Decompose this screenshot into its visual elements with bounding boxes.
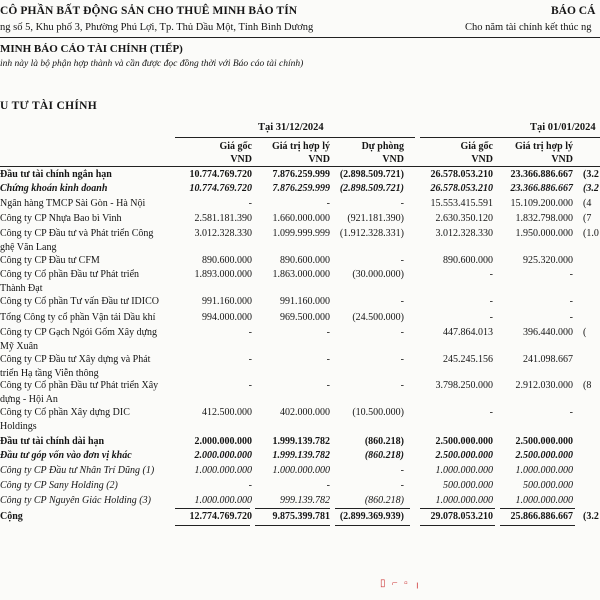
cell-value: (3.2 — [583, 169, 599, 180]
table-header-divider — [0, 166, 600, 167]
cell-value: 2.000.000.000 — [194, 450, 252, 461]
cell-value: (2.898.509.721) — [339, 169, 404, 180]
cell-value: - — [326, 480, 330, 491]
cell-value: (24.500.000) — [352, 312, 404, 323]
cell-value: - — [248, 327, 252, 338]
total-rule — [500, 525, 575, 526]
row-label: Đầu tư tài chính ngắn hạn — [0, 169, 112, 180]
row-label: Công ty Cổ phần Đầu tư Phát triển Thành Đạt — [0, 269, 140, 294]
row-label: Công ty Cổ phần Tư vấn Đầu tư IDICO — [0, 296, 159, 307]
cell-value: 991.160.000 — [280, 296, 330, 307]
cell-value: 999.139.782 — [280, 495, 330, 506]
column-header: Giá trị hợp lý VND — [514, 141, 573, 165]
cell-value: 10.774.769.720 — [189, 183, 252, 194]
notes-title: MINH BÁO CÁO TÀI CHÍNH (TIẾP) — [0, 43, 183, 55]
cell-value: (2.899.369.939) — [339, 511, 404, 522]
cell-value: 2.912.030.000 — [515, 380, 573, 391]
cell-value: (860.218) — [364, 450, 404, 461]
cell-value: - — [569, 312, 573, 323]
cell-value: 412.500.000 — [202, 407, 252, 418]
cell-value: 15.553.415.591 — [430, 198, 493, 209]
group-underline-2024 — [175, 137, 415, 138]
total-rule — [175, 508, 250, 509]
cell-value: 994.000.000 — [202, 312, 252, 323]
cell-value: 969.500.000 — [280, 312, 330, 323]
column-header: Giá gốc VND — [460, 141, 493, 165]
cell-value: (7 — [583, 213, 592, 224]
cell-value: - — [248, 480, 252, 491]
cell-value: 23.366.886.667 — [510, 169, 573, 180]
total-rule — [335, 508, 410, 509]
row-label: Công ty CP Đầu tư Xây dựng và Phát triển Hạ tầng Viễn thông — [0, 354, 151, 379]
cell-value: - — [400, 198, 404, 209]
cell-value: - — [489, 407, 493, 418]
report-period: Cho năm tài chính kết thúc ng — [465, 22, 592, 33]
cell-value: 890.600.000 — [280, 255, 330, 266]
cell-value: 26.578.053.210 — [430, 169, 493, 180]
cell-value: 1.000.000.000 — [194, 495, 252, 506]
cell-value: 15.109.200.000 — [510, 198, 573, 209]
total-rule — [420, 508, 495, 509]
cell-value: 500.000.000 — [443, 480, 493, 491]
cell-value: (10.500.000) — [352, 407, 404, 418]
cell-value: - — [400, 327, 404, 338]
cell-value: 890.600.000 — [202, 255, 252, 266]
cell-value: - — [248, 380, 252, 391]
cell-value: - — [400, 380, 404, 391]
cell-value: 1.893.000.000 — [194, 269, 252, 280]
cell-value: - — [248, 354, 252, 365]
cell-value: - — [489, 312, 493, 323]
group-header-2024: Tại 31/12/2024 — [258, 122, 324, 133]
cell-value: 1.999.139.782 — [272, 450, 330, 461]
cell-value: - — [326, 198, 330, 209]
cell-value: 26.578.053.210 — [430, 183, 493, 194]
cell-value: - — [400, 296, 404, 307]
total-rule — [175, 525, 250, 526]
cell-value: - — [326, 380, 330, 391]
cell-value: 2.581.181.390 — [194, 213, 252, 224]
cell-value: (2.898.509.721) — [339, 183, 404, 194]
column-header: Giá trị hợp lý VND — [271, 141, 330, 165]
row-label: Công ty CP Sany Holding (2) — [0, 480, 118, 491]
cell-value: - — [569, 407, 573, 418]
cell-value: 991.160.000 — [202, 296, 252, 307]
cell-value: 7.876.259.999 — [272, 169, 330, 180]
cell-value: 2.500.000.000 — [515, 450, 573, 461]
total-rule — [255, 525, 330, 526]
cell-value: 2.630.350.120 — [435, 213, 493, 224]
cell-value: 396.440.000 — [523, 327, 573, 338]
cell-value: 1.099.999.999 — [272, 228, 330, 239]
cell-value: - — [248, 198, 252, 209]
cell-value: 29.078.053.210 — [430, 511, 493, 522]
notes-subtitle: inh này là bộ phận hợp thành và cần được đọc đồng thời với Báo cáo tài chính) — [0, 59, 304, 69]
cell-value: 1.660.000.000 — [272, 213, 330, 224]
cell-value: (3.2 — [583, 511, 599, 522]
cell-value: (1.0 — [583, 228, 599, 239]
cell-value: (1.912.328.331) — [339, 228, 404, 239]
cell-value: ( — [583, 327, 587, 338]
cell-value: (921.181.390) — [347, 213, 404, 224]
total-rule — [255, 508, 330, 509]
header-divider — [0, 37, 600, 38]
cell-value: 1.000.000.000 — [435, 495, 493, 506]
cell-value: 12.774.769.720 — [189, 511, 252, 522]
cell-value: - — [400, 465, 404, 476]
cell-value: 1.999.139.782 — [272, 436, 330, 447]
cell-value: 500.000.000 — [523, 480, 573, 491]
cell-value: (8 — [583, 380, 592, 391]
cell-value: 1.863.000.000 — [272, 269, 330, 280]
cell-value: 1.000.000.000 — [435, 465, 493, 476]
cell-value: 9.875.399.781 — [272, 511, 330, 522]
cell-value: 2.500.000.000 — [435, 450, 493, 461]
group-underline-2023 — [420, 137, 600, 138]
total-rule — [335, 525, 410, 526]
cell-value: 1.000.000.000 — [515, 495, 573, 506]
cell-value: 1.000.000.000 — [272, 465, 330, 476]
cell-value: 245.245.156 — [443, 354, 493, 365]
cell-value: 3.798.250.000 — [435, 380, 493, 391]
cell-value: (860.218) — [364, 436, 404, 447]
total-rule — [500, 508, 575, 509]
cell-value: 25.866.886.667 — [510, 511, 573, 522]
cell-value: 1.832.798.000 — [515, 213, 573, 224]
cell-value: 1.000.000.000 — [515, 465, 573, 476]
cell-value: 1.950.000.000 — [515, 228, 573, 239]
cell-value: 3.012.328.330 — [435, 228, 493, 239]
row-label: Đầu tư tài chính dài hạn — [0, 436, 105, 447]
cell-value: 2.500.000.000 — [515, 436, 573, 447]
section-title: U TƯ TÀI CHÍNH — [0, 100, 97, 112]
cell-value: 10.774.769.720 — [189, 169, 252, 180]
row-label: Chứng khoán kinh doanh — [0, 183, 108, 194]
cell-value: 241.098.667 — [523, 354, 573, 365]
column-header: Dự phòng VND — [361, 141, 404, 165]
cell-value: 23.366.886.667 — [510, 183, 573, 194]
cell-value: 447.864.013 — [443, 327, 493, 338]
cell-value: 7.876.259.999 — [272, 183, 330, 194]
scan-artifact: ▯ ⌐ ▫ ╷ — [380, 578, 423, 589]
cell-value: - — [569, 269, 573, 280]
cell-value: 3.012.328.330 — [194, 228, 252, 239]
row-label: Tổng Công ty cổ phần Vận tải Dầu khí — [0, 312, 156, 323]
company-address: ng số 5, Khu phố 3, Phường Phú Lợi, Tp. Thủ Dầu Một, Tỉnh Bình Dương — [0, 22, 314, 33]
cell-value: - — [400, 354, 404, 365]
cell-value: (30.000.000) — [352, 269, 404, 280]
cell-value: - — [489, 269, 493, 280]
cell-value: - — [326, 327, 330, 338]
cell-value: 1.000.000.000 — [194, 465, 252, 476]
row-label: Công ty CP Nguyên Giác Holding (3) — [0, 495, 151, 506]
cell-value: - — [400, 480, 404, 491]
cell-value: - — [489, 296, 493, 307]
cell-value: 890.600.000 — [443, 255, 493, 266]
cell-value: - — [326, 354, 330, 365]
cell-value: (860.218) — [364, 495, 404, 506]
row-label: Công ty CP Gạch Ngói Gốm Xây dựng Mỹ Xuân — [0, 327, 157, 352]
cell-value: 2.500.000.000 — [435, 436, 493, 447]
row-label: Công ty CP Đầu tư và Phát triển Công ghệ Văn Lang — [0, 228, 154, 253]
row-label: Công ty CP Đầu tư Nhân Trí Dũng (1) — [0, 465, 155, 476]
row-label: Công ty Cổ phần Đầu tư Phát triển Xây dựng - Hội An — [0, 380, 159, 405]
cell-value: 402.000.000 — [280, 407, 330, 418]
row-label: Công ty Cổ phần Xây dựng DIC Holdings — [0, 407, 130, 432]
cell-value: 925.320.000 — [523, 255, 573, 266]
group-header-2023: Tại 01/01/2024 — [530, 122, 596, 133]
row-label: Ngân hàng TMCP Sài Gòn - Hà Nội — [0, 198, 146, 209]
row-label: Công ty CP Đầu tư CFM — [0, 255, 100, 266]
row-label: Công ty CP Nhựa Bao bì Vinh — [0, 213, 122, 224]
total-rule — [420, 525, 495, 526]
cell-value: - — [400, 255, 404, 266]
company-name: CÔ PHẦN BẤT ĐỘNG SẢN CHO THUÊ MINH BẢO TÍN — [0, 5, 298, 17]
cell-value: 2.000.000.000 — [194, 436, 252, 447]
column-header: Giá gốc VND — [219, 141, 252, 165]
cell-value: - — [569, 296, 573, 307]
row-label: Đầu tư góp vốn vào đơn vị khác — [0, 450, 132, 461]
report-title: BÁO CÁ — [551, 5, 596, 17]
cell-value: (3.2 — [583, 183, 599, 194]
row-label: Cộng — [0, 511, 23, 522]
cell-value: (4 — [583, 198, 592, 209]
